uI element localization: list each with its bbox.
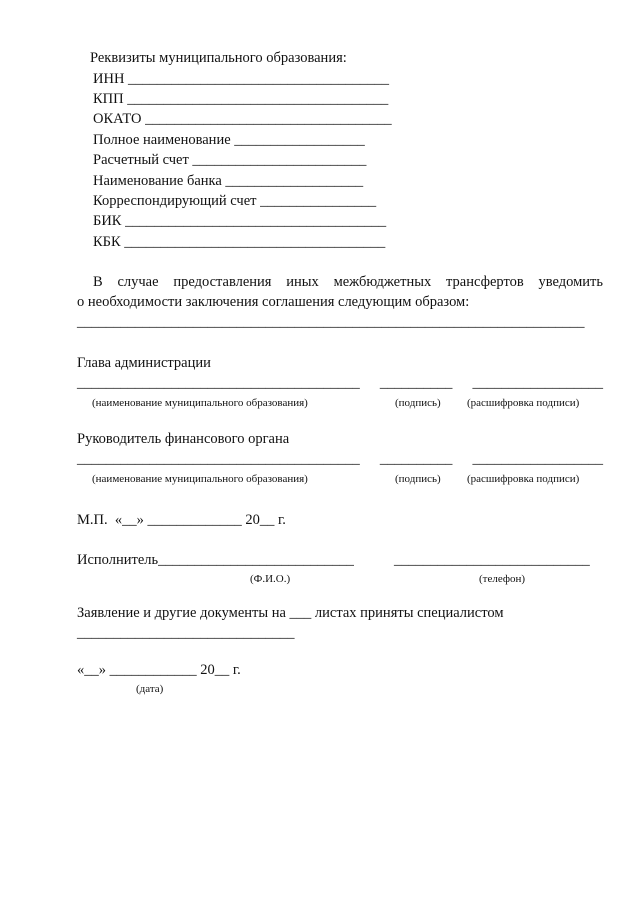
head-admin-caption-signature: (подпись) xyxy=(395,397,441,409)
executor-fio-caption: (Ф.И.О.) xyxy=(250,573,291,585)
full-name-field[interactable]: Полное наименование __________________ xyxy=(93,132,365,148)
account-field[interactable]: Расчетный счет ________________________ xyxy=(93,152,367,168)
head-admin-municipality-field[interactable]: _______________________________________ xyxy=(77,375,360,391)
kpp-field[interactable]: КПП ____________________________________ xyxy=(93,91,389,107)
transfers-line-2: о необходимости заключения соглашения следующим образом: xyxy=(77,294,470,310)
head-admin-decoding-field[interactable]: __________________ xyxy=(472,375,603,391)
transfers-line-1: В случае предоставления иных межбюджетных трансфертов уведомить xyxy=(93,274,603,290)
inn-field[interactable]: ИНН ____________________________________ xyxy=(93,71,390,87)
okato-field[interactable]: ОКАТО __________________________________ xyxy=(93,111,392,127)
stamp-date-line[interactable]: М.П. «__» _____________ 20__ г. xyxy=(77,512,286,528)
executor-phone-caption: (телефон) xyxy=(479,573,526,585)
finance-head-caption-municipality: (наименование муниципального образования) xyxy=(92,473,308,485)
statement-line-1: Заявление и другие документы на ___ листах приняты специалистом xyxy=(77,605,504,621)
finance-head-decoding-field[interactable]: __________________ xyxy=(472,451,603,467)
head-admin-caption-municipality: (наименование муниципального образования) xyxy=(92,397,308,409)
finance-head-title: Руководитель финансового органа xyxy=(77,431,290,447)
finance-head-fields xyxy=(77,450,603,468)
receipt-date-caption: (дата) xyxy=(136,683,164,695)
statement-specialist-field[interactable]: ______________________________ xyxy=(77,625,295,641)
executor-fio-field[interactable]: Исполнитель___________________________ xyxy=(77,552,354,568)
head-admin-signature-field[interactable]: __________ xyxy=(379,375,453,391)
kbk-field[interactable]: КБК ____________________________________ xyxy=(93,234,386,250)
head-admin-title: Глава администрации xyxy=(77,355,211,371)
head-admin-fields xyxy=(77,374,603,392)
finance-head-signature-field[interactable]: __________ xyxy=(379,451,453,467)
finance-head-municipality-field[interactable]: _______________________________________ xyxy=(77,451,360,467)
finance-head-caption-decoding: (расшифровка подписи) xyxy=(467,473,580,485)
executor-phone-field[interactable]: ___________________________ xyxy=(394,552,590,568)
bank-name-field[interactable]: Наименование банка ___________________ xyxy=(93,173,364,189)
requisites-heading: Реквизиты муниципального образования: xyxy=(90,50,347,66)
transfers-blank[interactable]: ______________________________________________________________________ xyxy=(77,314,585,330)
receipt-date-line[interactable]: «__» ____________ 20__ г. xyxy=(77,662,241,678)
corr-account-field[interactable]: Корреспондирующий счет ________________ xyxy=(93,193,377,209)
head-admin-caption-decoding: (расшифровка подписи) xyxy=(467,397,580,409)
finance-head-caption-signature: (подпись) xyxy=(395,473,441,485)
bik-field[interactable]: БИК ____________________________________ xyxy=(93,213,387,229)
